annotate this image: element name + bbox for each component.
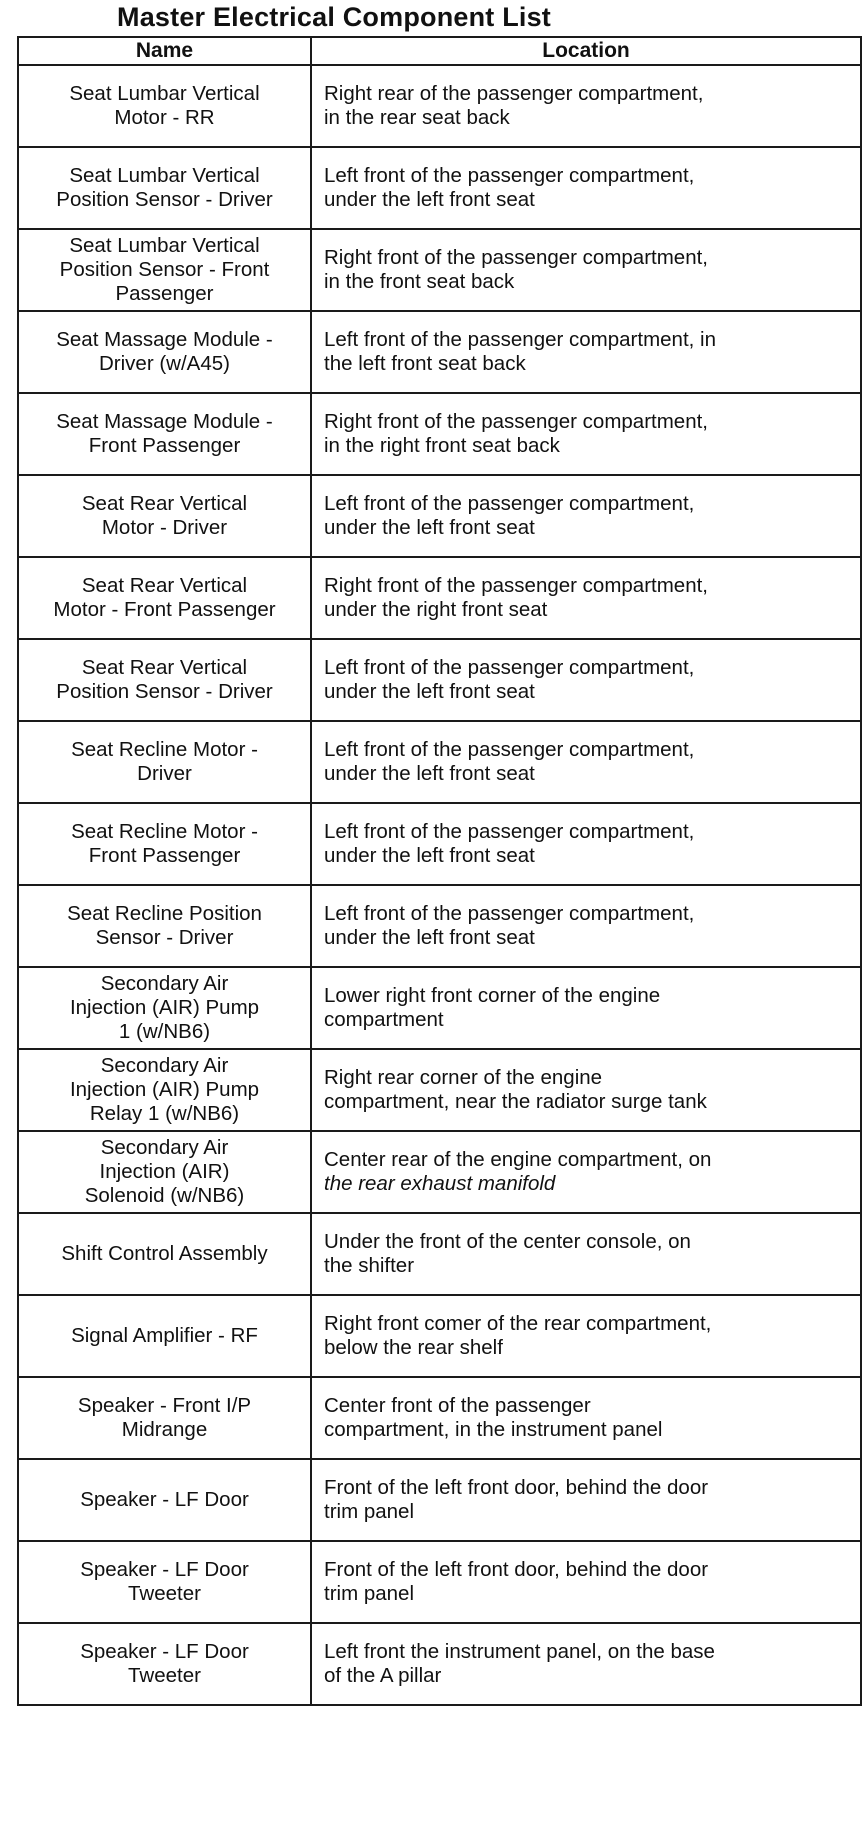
component-name-cell	[18, 311, 311, 393]
component-name-line: Relay 1 (w/NB6)	[89, 1102, 240, 1125]
component-location-cell	[311, 1131, 861, 1213]
component-name-line: Seat Lumbar Vertical	[69, 234, 260, 257]
component-location-line: Left front of the passenger compartment,	[324, 656, 695, 679]
component-name-line: Passenger	[115, 282, 214, 305]
component-name-cell	[18, 1295, 311, 1377]
component-location-line: Left front of the passenger compartment,	[324, 902, 695, 925]
component-location-cell	[311, 1295, 861, 1377]
component-name-line: Injection (AIR) Pump	[69, 996, 260, 1019]
component-location-line: under the left front seat	[324, 926, 535, 949]
component-location-line: under the left front seat	[324, 680, 535, 703]
table-row	[18, 803, 861, 885]
component-name-line: Sensor - Driver	[95, 926, 234, 949]
component-name-cell	[18, 1049, 311, 1131]
component-name-line: Speaker - LF Door	[80, 1488, 249, 1511]
component-location-cell	[311, 1459, 861, 1541]
table-row	[18, 1131, 861, 1213]
component-location-cell	[311, 311, 861, 393]
component-location-line: under the left front seat	[324, 762, 535, 785]
component-location-line: Left front of the passenger compartment,	[324, 820, 695, 843]
table-row	[18, 967, 861, 1049]
component-location-cell	[311, 229, 861, 311]
component-location-line: of the A pillar	[324, 1664, 442, 1687]
component-name-cell	[18, 639, 311, 721]
component-location-cell	[311, 1377, 861, 1459]
component-location-line: Under the front of the center console, on	[324, 1230, 691, 1253]
component-location-cell	[311, 557, 861, 639]
component-name-line: Seat Massage Module -	[56, 410, 273, 433]
component-name-line: Seat Rear Vertical	[81, 492, 248, 515]
component-location-line: Right front of the passenger compartment,	[324, 574, 709, 597]
component-location-line: below the rear shelf	[324, 1336, 503, 1359]
table-row	[18, 1295, 861, 1377]
table-row	[18, 1541, 861, 1623]
header-row	[18, 37, 861, 65]
component-table	[17, 36, 862, 1706]
table-row	[18, 1459, 861, 1541]
component-name-line: Seat Rear Vertical	[81, 574, 248, 597]
component-location-line: Left front of the passenger compartment,	[324, 164, 695, 187]
table-row	[18, 1623, 861, 1705]
component-location-line: Left front the instrument panel, on the base	[324, 1640, 715, 1663]
component-location-cell	[311, 147, 861, 229]
component-location-line: the left front seat back	[324, 352, 526, 375]
component-name-line: Signal Amplifier - RF	[71, 1324, 258, 1347]
component-location-line: in the right front seat back	[324, 434, 560, 457]
component-location-cell	[311, 803, 861, 885]
table-row	[18, 311, 861, 393]
component-location-line: Left front of the passenger compartment,	[324, 492, 695, 515]
name-column-header: Name	[18, 37, 311, 65]
component-name-line: Secondary Air	[100, 1054, 229, 1077]
component-name-line: Driver (w/A45)	[99, 352, 230, 375]
component-name-line: Motor - RR	[114, 106, 215, 129]
page-title: Master Electrical Component List	[117, 2, 551, 32]
component-name-line: Midrange	[121, 1418, 208, 1441]
component-location-line: Center rear of the engine compartment, on	[324, 1148, 712, 1171]
component-location-line: the shifter	[324, 1254, 415, 1277]
component-name-line: Tweeter	[128, 1582, 201, 1605]
component-location-line: under the left front seat	[324, 844, 535, 867]
component-name-line: Front Passenger	[88, 434, 241, 457]
component-name-cell	[18, 65, 311, 147]
component-name-line: Secondary Air	[100, 1136, 229, 1159]
component-location-line: Center front of the passenger	[324, 1394, 591, 1417]
component-name-line: Speaker - Front I/P	[77, 1394, 252, 1417]
component-name-line: Position Sensor - Driver	[56, 188, 273, 211]
component-name-line: Speaker - LF Door	[80, 1558, 249, 1581]
component-name-line: Seat Recline Motor -	[71, 738, 258, 761]
component-location-line: compartment, near the radiator surge tank	[324, 1090, 707, 1113]
component-location-line: in the front seat back	[324, 270, 515, 293]
component-location-line: compartment	[324, 1008, 444, 1031]
component-name-cell	[18, 1131, 311, 1213]
component-location-cell	[311, 967, 861, 1049]
component-location-line: Left front of the passenger compartment, in	[324, 328, 716, 351]
table-row	[18, 639, 861, 721]
component-location-line: Front of the left front door, behind the door	[324, 1476, 709, 1499]
component-location-line: trim panel	[324, 1500, 415, 1523]
component-location-line: compartment, in the instrument panel	[324, 1418, 663, 1441]
component-name-line: Seat Rear Vertical	[81, 656, 248, 679]
component-name-line: Motor - Front Passenger	[53, 598, 276, 621]
component-name-line: Driver	[137, 762, 192, 785]
component-name-line: Secondary Air	[100, 972, 229, 995]
component-name-cell	[18, 803, 311, 885]
table-row	[18, 1213, 861, 1295]
component-location-line: Right front of the passenger compartment,	[324, 410, 709, 433]
component-name-line: Injection (AIR)	[99, 1160, 230, 1183]
component-location-line: Lower right front corner of the engine	[324, 984, 661, 1007]
component-location-line: Front of the left front door, behind the door	[324, 1558, 709, 1581]
table-row	[18, 1377, 861, 1459]
table-row	[18, 65, 861, 147]
component-location-cell	[311, 885, 861, 967]
component-name-cell	[18, 1623, 311, 1705]
component-location-cell	[311, 1623, 861, 1705]
component-location-line: Right front of the passenger compartment,	[324, 246, 709, 269]
component-location-line: Right rear of the passenger compartment,	[324, 82, 704, 105]
component-name-line: Seat Lumbar Vertical	[69, 82, 260, 105]
table-row	[18, 1049, 861, 1131]
component-location-line: the rear exhaust manifold	[324, 1172, 556, 1195]
component-name-cell	[18, 1541, 311, 1623]
component-name-cell	[18, 1213, 311, 1295]
component-name-line: Seat Massage Module -	[56, 328, 273, 351]
component-name-line: Front Passenger	[88, 844, 241, 867]
component-location-cell	[311, 1213, 861, 1295]
component-name-line: Injection (AIR) Pump	[69, 1078, 260, 1101]
table-row	[18, 721, 861, 803]
component-name-cell	[18, 967, 311, 1049]
component-name-line: Seat Recline Position	[67, 902, 262, 925]
component-name-line: Position Sensor - Driver	[56, 680, 273, 703]
table-row	[18, 475, 861, 557]
table-row	[18, 147, 861, 229]
component-location-line: in the rear seat back	[324, 106, 510, 129]
component-name-cell	[18, 1377, 311, 1459]
component-location-line: Right rear corner of the engine	[324, 1066, 603, 1089]
component-location-line: trim panel	[324, 1582, 415, 1605]
component-name-line: Speaker - LF Door	[80, 1640, 249, 1663]
table-row	[18, 557, 861, 639]
component-name-cell	[18, 147, 311, 229]
location-column-header: Location	[311, 37, 861, 65]
component-name-line: Shift Control Assembly	[61, 1242, 268, 1265]
component-location-line: under the right front seat	[324, 598, 548, 621]
component-location-cell	[311, 393, 861, 475]
component-name-cell	[18, 393, 311, 475]
component-location-cell	[311, 1541, 861, 1623]
component-name-cell	[18, 1459, 311, 1541]
component-name-line: Tweeter	[128, 1664, 201, 1687]
component-location-cell	[311, 65, 861, 147]
component-name-cell	[18, 885, 311, 967]
component-name-cell	[18, 557, 311, 639]
component-name-line: Position Sensor - Front	[59, 258, 270, 281]
component-location-line: Left front of the passenger compartment,	[324, 738, 695, 761]
component-name-cell	[18, 721, 311, 803]
table-row	[18, 393, 861, 475]
component-name-line: Motor - Driver	[101, 516, 228, 539]
component-location-line: under the left front seat	[324, 516, 535, 539]
component-location-line: under the left front seat	[324, 188, 535, 211]
component-location-cell	[311, 639, 861, 721]
component-location-cell	[311, 721, 861, 803]
component-name-line: Seat Lumbar Vertical	[69, 164, 260, 187]
component-name-line: Solenoid (w/NB6)	[84, 1184, 245, 1207]
component-location-line: Right front comer of the rear compartment,	[324, 1312, 712, 1335]
component-name-cell	[18, 475, 311, 557]
table-row	[18, 885, 861, 967]
table-row	[18, 229, 861, 311]
component-name-line: 1 (w/NB6)	[118, 1020, 211, 1043]
component-location-cell	[311, 1049, 861, 1131]
table-body	[18, 65, 861, 1705]
component-name-cell	[18, 229, 311, 311]
component-name-line: Seat Recline Motor -	[71, 820, 258, 843]
component-location-cell	[311, 475, 861, 557]
